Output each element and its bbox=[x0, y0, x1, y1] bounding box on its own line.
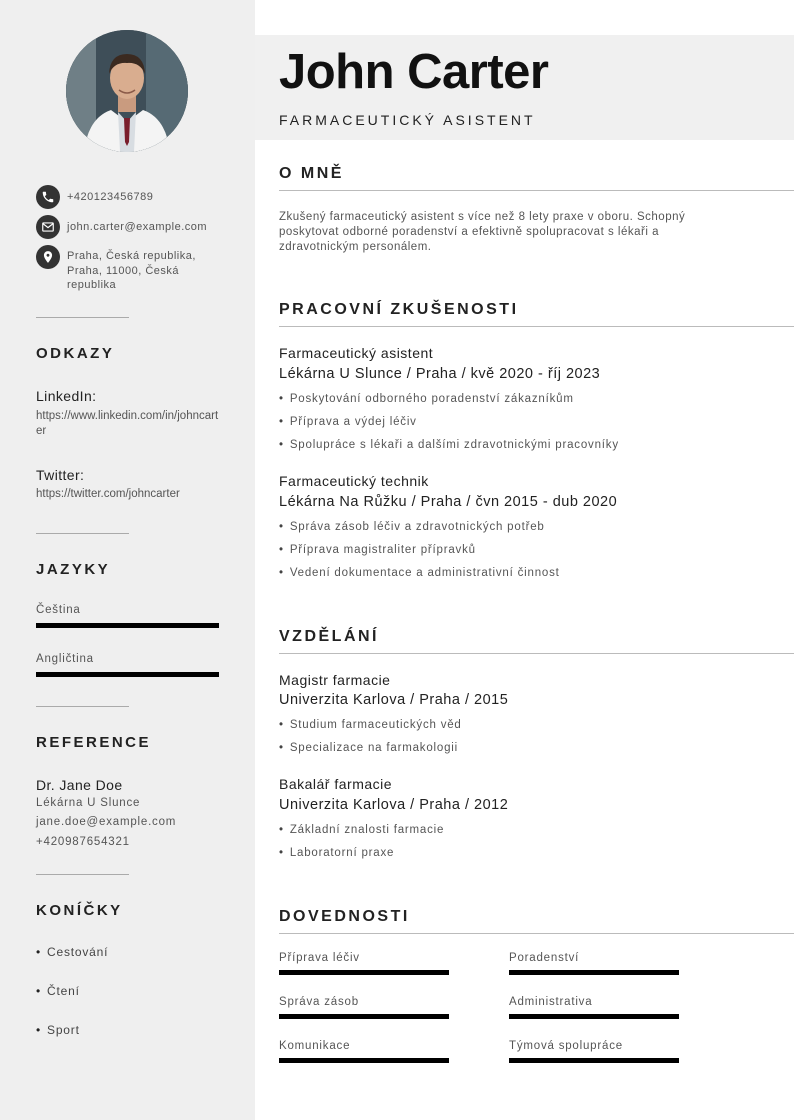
education-title: Bakalář farmacie bbox=[279, 776, 393, 792]
education-title: Magistr farmacie bbox=[279, 672, 391, 688]
job-bullet: • Správa zásob léčiv a zdravotnických potřeb bbox=[279, 521, 545, 533]
divider bbox=[36, 706, 129, 707]
skill-level-bar bbox=[509, 1058, 679, 1063]
job-title: Farmaceutický asistent bbox=[279, 345, 434, 361]
twitter-label: Twitter: bbox=[36, 467, 85, 483]
reference-email: jane.doe@example.com bbox=[36, 816, 177, 828]
profile-photo bbox=[66, 30, 188, 152]
reference-heading: REFERENCE bbox=[36, 734, 152, 751]
education-bullet: • Laboratorní praxe bbox=[279, 847, 395, 859]
section-rule bbox=[279, 326, 794, 327]
language-level-bar bbox=[36, 623, 219, 628]
contact-phone bbox=[36, 185, 226, 209]
person-name: John Carter bbox=[279, 45, 549, 99]
phone-text: +420123456789 bbox=[67, 191, 154, 203]
language-label: Čeština bbox=[36, 604, 81, 616]
skill-level-bar bbox=[509, 970, 679, 975]
twitter-link[interactable]: https://twitter.com/johncarter bbox=[36, 488, 180, 500]
divider bbox=[36, 317, 129, 318]
language-level-bar bbox=[36, 672, 219, 677]
job-subtitle: Lékárna U Slunce / Praha / kvě 2020 - říj 2023 bbox=[279, 366, 601, 382]
divider bbox=[36, 874, 129, 875]
job-bullet: • Vedení dokumentace a administrativní činnost bbox=[279, 567, 560, 579]
job-subtitle: Lékárna Na Růžku / Praha / čvn 2015 - dub 2020 bbox=[279, 494, 618, 510]
skill-level-bar bbox=[279, 1058, 449, 1063]
reference-name: Dr. Jane Doe bbox=[36, 777, 123, 793]
skill-label: Poradenství bbox=[509, 952, 580, 964]
contact-email bbox=[36, 215, 226, 239]
section-rule bbox=[279, 933, 794, 934]
job-bullet: • Příprava a výdej léčiv bbox=[279, 416, 417, 428]
education-heading: VZDĚLÁNÍ bbox=[279, 628, 379, 645]
hobbies-heading: KONÍČKY bbox=[36, 902, 123, 919]
skills-heading: DOVEDNOSTI bbox=[279, 908, 410, 925]
email-text: john.carter@example.com bbox=[67, 221, 208, 233]
job-role: FARMACEUTICKÝ ASISTENT bbox=[279, 112, 536, 128]
job-bullet: • Spolupráce s lékaři a dalšími zdravotnickými pracovníky bbox=[279, 439, 619, 451]
job-bullet: • Poskytování odborného poradenství zákazníkům bbox=[279, 393, 574, 405]
job-title: Farmaceutický technik bbox=[279, 473, 429, 489]
education-subtitle: Univerzita Karlova / Praha / 2015 bbox=[279, 692, 509, 708]
location-pin-icon bbox=[36, 245, 60, 269]
about-heading: O MNĚ bbox=[279, 165, 344, 182]
education-bullet: • Studium farmaceutických věd bbox=[279, 719, 462, 731]
hobby-item: • Cestování bbox=[36, 945, 109, 959]
skill-level-bar bbox=[279, 1014, 449, 1019]
section-rule bbox=[279, 190, 794, 191]
skill-label: Příprava léčiv bbox=[279, 952, 360, 964]
section-rule bbox=[279, 653, 794, 654]
education-bullet: • Specializace na farmakologii bbox=[279, 742, 458, 754]
links-heading: ODKAZY bbox=[36, 345, 115, 362]
skill-level-bar bbox=[279, 970, 449, 975]
reference-phone: +420987654321 bbox=[36, 836, 130, 848]
skill-label: Komunikace bbox=[279, 1040, 351, 1052]
envelope-icon bbox=[36, 215, 60, 239]
experience-heading: PRACOVNÍ ZKUŠENOSTI bbox=[279, 301, 519, 318]
hobby-item: • Čtení bbox=[36, 984, 80, 998]
linkedin-link[interactable]: https://www.linkedin.com/in/johncarter bbox=[36, 410, 219, 437]
reference-company: Lékárna U Slunce bbox=[36, 797, 141, 809]
education-bullet: • Základní znalosti farmacie bbox=[279, 824, 445, 836]
linkedin-label: LinkedIn: bbox=[36, 388, 97, 404]
education-subtitle: Univerzita Karlova / Praha / 2012 bbox=[279, 797, 509, 813]
about-text: Zkušený farmaceutický asistent s více než 8 lety praxe v oboru. Schopný poskytovat odborné poradenství a efektivně spolupracovat s lékaři a zdravotnickým personálem. bbox=[279, 211, 686, 253]
skill-label: Správa zásob bbox=[279, 996, 359, 1008]
skill-label: Administrativa bbox=[509, 996, 593, 1008]
contact-address bbox=[36, 245, 226, 293]
job-bullet: • Příprava magistraliter přípravků bbox=[279, 544, 476, 556]
divider bbox=[36, 533, 129, 534]
languages-heading: JAZYKY bbox=[36, 561, 111, 578]
language-label: Angličtina bbox=[36, 653, 94, 665]
address-text: Praha, Česká republika, Praha, 11000, Česká republika bbox=[67, 250, 196, 291]
phone-icon bbox=[36, 185, 60, 209]
skill-label: Týmová spolupráce bbox=[509, 1040, 623, 1052]
skill-level-bar bbox=[509, 1014, 679, 1019]
hobby-item: • Sport bbox=[36, 1023, 80, 1037]
